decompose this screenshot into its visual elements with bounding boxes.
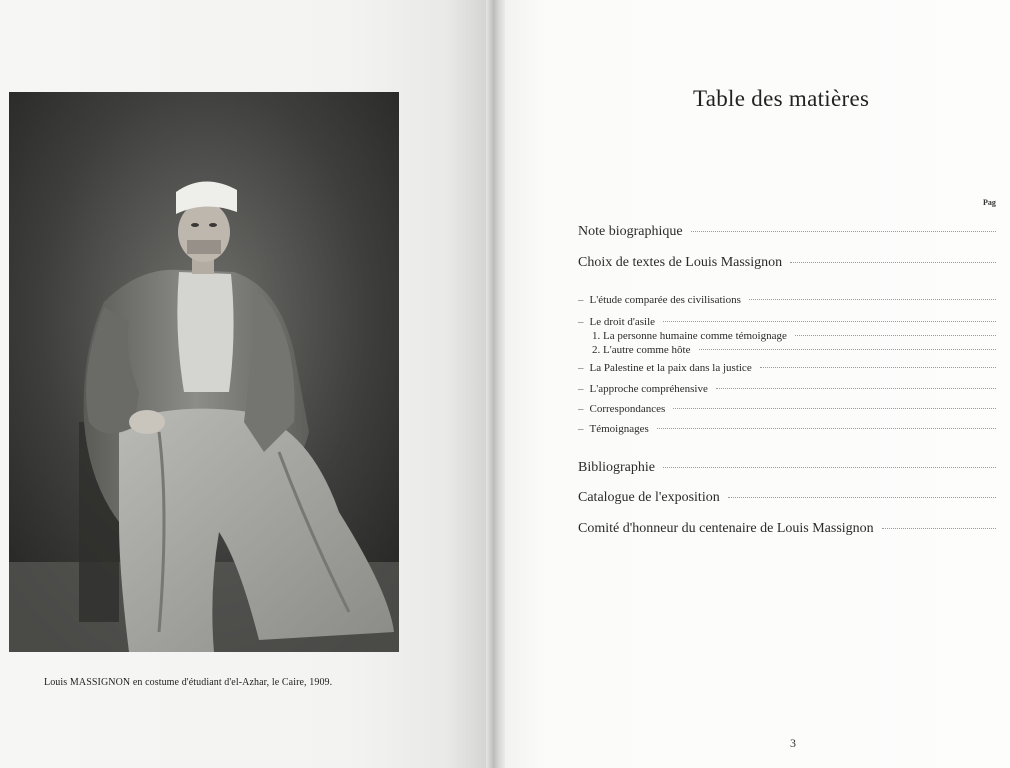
toc-entry-autre-comme-hote[interactable]: 2. L'autre comme hôte	[592, 344, 1010, 356]
portrait-illustration	[9, 92, 399, 652]
toc-entry-personne-humaine[interactable]: 1. La personne humaine comme témoignage	[592, 330, 1010, 342]
toc-entry-bibliographie[interactable]: Bibliographie	[578, 460, 1010, 476]
toc-entry-correspondances[interactable]: – Correspondances	[578, 403, 1010, 415]
table-of-contents	[578, 0, 1010, 768]
page-column-header: Pag	[983, 198, 996, 207]
page-number: 3	[790, 736, 796, 750]
portrait-photo	[9, 92, 399, 652]
toc-entry-temoignages[interactable]: – Témoignages	[578, 423, 1010, 435]
photo-caption: Louis MASSIGNON en costume d'étudiant d'el-Azhar, le Caire, 1909.	[44, 677, 333, 688]
toc-entry-choix-de-textes[interactable]: Choix de textes de Louis Massignon	[578, 255, 1010, 271]
toc-entry-note-biographique[interactable]: Note biographique	[578, 224, 1010, 240]
toc-entry-droit-asile[interactable]: – Le droit d'asile	[578, 316, 1010, 328]
toc-entry-approche-comprehensive[interactable]: – L'approche compréhensive	[578, 383, 1010, 395]
toc-entry-palestine[interactable]: – La Palestine et la paix dans la justice	[578, 362, 1010, 374]
toc-entry-etude-comparee[interactable]: – L'étude comparée des civilisations	[578, 294, 1010, 306]
toc-title: Table des matières	[693, 86, 870, 111]
toc-entry-catalogue[interactable]: Catalogue de l'exposition	[578, 490, 1010, 506]
toc-entry-comite-honneur[interactable]: Comité d'honneur du centenaire de Louis Massignon	[578, 521, 1010, 537]
